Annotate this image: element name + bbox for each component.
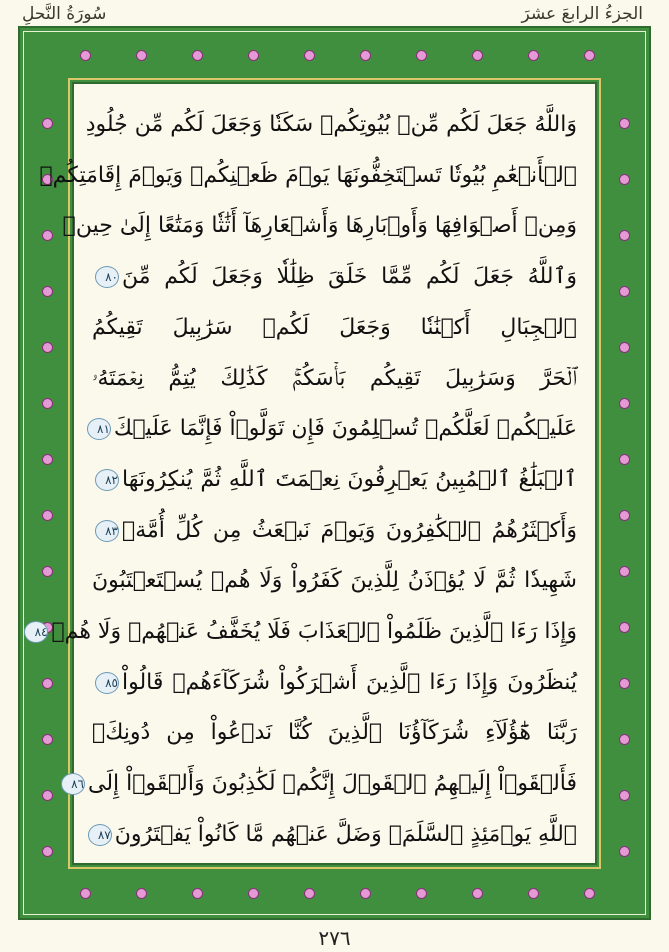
juz-header: الجزءُ الرابعَ عشرَ bbox=[521, 4, 643, 24]
verse-line bbox=[92, 815, 577, 855]
border-flower-ornament bbox=[42, 118, 53, 129]
border-flower-ornament bbox=[42, 510, 53, 521]
border-flower-ornament bbox=[619, 230, 630, 241]
border-flower-ornament bbox=[360, 888, 371, 899]
verse-text: شَهِيدٗا ثُمَّ لَا يُؤۡذَنُ لِلَّذِينَ كَفَرُواْ وَلَا هُمۡ يُسۡتَعۡتَبُونَ bbox=[92, 568, 577, 594]
border-flower-ornament bbox=[304, 888, 315, 899]
verse-text: وَأَكۡثَرُهُمُ ٱلۡكَٰفِرُونَ وَيَوۡمَ نَبۡعَثُ مِن كُلِّ أُمَّةٖ bbox=[122, 517, 577, 543]
verse-line bbox=[92, 257, 577, 297]
border-flower-ornament bbox=[619, 398, 630, 409]
border-flower-ornament bbox=[619, 286, 630, 297]
verse-text: يُنظَرُونَ وَإِذَا رَءَا ٱلَّذِينَ أَشۡرَكُواْ شُرَكَآءَهُمۡ قَالُواْ bbox=[122, 669, 577, 695]
verse-text: وَاللَّهُ جَعَلَ لَكُم مِّنۢ بُيُوتِكُمۡ سَكَنٗا وَجَعَلَ لَكُم مِّن جُلُودِ bbox=[85, 112, 577, 137]
border-flower-ornament bbox=[619, 510, 630, 521]
verse-text: وَإِذَا رَءَا ٱلَّذِينَ ظَلَمُواْ ٱلۡعَذَابَ فَلَا يُخَفَّفُ عَنۡهُمۡ وَلَا هُمۡ bbox=[51, 619, 577, 644]
ayah-number-marker: ٨٥ bbox=[95, 672, 119, 694]
surah-header: سُورَةُ النَّحلِ bbox=[22, 4, 107, 24]
border-flower-ornament bbox=[192, 50, 203, 61]
border-flower-ornament bbox=[42, 230, 53, 241]
ayah-number-marker: ٨٢ bbox=[95, 469, 119, 491]
verse-line bbox=[92, 561, 577, 601]
verse-text: ٱلۡأَنۡعَٰمِ بُيُوتٗا تَسۡتَخِفُّونَهَا يَوۡمَ ظَعۡنِكُمۡ وَيَوۡمَ إِقَامَتِكُمۡ bbox=[39, 162, 577, 188]
verse-line bbox=[92, 713, 577, 753]
border-flower-ornament bbox=[42, 734, 53, 745]
verse-line bbox=[92, 308, 577, 348]
verse-line bbox=[62, 206, 577, 246]
border-flower-ornament bbox=[42, 342, 53, 353]
verse-line bbox=[92, 409, 577, 449]
border-flower-ornament bbox=[192, 888, 203, 899]
border-flower-ornament bbox=[42, 678, 53, 689]
border-flower-ornament bbox=[619, 678, 630, 689]
border-flower-ornament bbox=[619, 342, 630, 353]
ayah-number-marker: ٨٠ bbox=[95, 266, 119, 288]
border-flower-ornament bbox=[528, 50, 539, 61]
border-flower-ornament bbox=[248, 50, 259, 61]
verse-line bbox=[71, 764, 577, 804]
border-flower-ornament bbox=[136, 50, 147, 61]
border-flower-ornament bbox=[619, 622, 630, 633]
border-flower-ornament bbox=[472, 50, 483, 61]
border-flower-ornament bbox=[80, 50, 91, 61]
verse-text: ٱللَّهِ يَوۡمَئِذٍ ٱلسَّلَمَۖ وَضَلَّ عَنۡهُم مَّا كَانُواْ يَفۡتَرُونَ bbox=[114, 821, 577, 847]
ayah-number-marker: ٨٦ bbox=[61, 773, 85, 795]
border-flower-ornament bbox=[42, 454, 53, 465]
border-flower-ornament bbox=[42, 286, 53, 297]
border-flower-ornament bbox=[304, 50, 315, 61]
border-flower-ornament bbox=[584, 888, 595, 899]
ayah-number-marker: ٨٣ bbox=[95, 520, 119, 542]
verse-line bbox=[92, 511, 577, 551]
verse-text: عَلَيۡكُمۡ لَعَلَّكُمۡ تُسۡلِمُونَ فَإِن تَوَلَّوۡاْ فَإِنَّمَا عَلَيۡكَ bbox=[113, 416, 577, 442]
verse-line bbox=[39, 156, 577, 196]
ayah-number-marker: ٨٤ bbox=[24, 621, 48, 643]
verse-line bbox=[85, 105, 577, 145]
border-flower-ornament bbox=[619, 734, 630, 745]
border-flower-ornament bbox=[619, 846, 630, 857]
border-flower-ornament bbox=[528, 888, 539, 899]
border-flower-ornament bbox=[619, 118, 630, 129]
verse-text: ٱلۡحَرَّ وَسَرَٰبِيلَ تَقِيكُم بَأۡسَكُمۡۚ كَذَٰلِكَ يُتِمُّ نِعۡمَتَهُۥ bbox=[92, 365, 577, 391]
border-flower-ornament bbox=[472, 888, 483, 899]
verse-text: ٱلۡبَلَٰغُ ٱلۡمُبِينُ يَعۡرِفُونَ نِعۡمَتَ ٱللَّهِ ثُمَّ يُنكِرُونَهَا bbox=[122, 466, 577, 492]
verse-text: رَبَّنَا هَٰٓؤُلَآءِ شُرَكَآؤُنَا ٱلَّذِينَ كُنَّا نَدۡعُواْ مِن دُونِكَۖ bbox=[92, 720, 577, 746]
ayah-number-marker: ٨١ bbox=[87, 418, 111, 440]
verse-text: فَأَلۡقَوۡاْ إِلَيۡهِمُ ٱلۡقَوۡلَ إِنَّكُمۡ لَكَٰذِبُونَ وَأَلۡقَوۡاْ إِلَى bbox=[88, 771, 577, 797]
border-flower-ornament bbox=[619, 174, 630, 185]
verse-line bbox=[34, 612, 577, 652]
verse-line bbox=[92, 663, 577, 703]
border-flower-ornament bbox=[42, 566, 53, 577]
verse-text: ٱلۡجِبَالِ أَكۡنَٰنٗا وَجَعَلَ لَكُمۡ سَرَٰبِيلَ تَقِيكُمُ bbox=[92, 314, 577, 340]
verse-line bbox=[92, 359, 577, 399]
border-flower-ornament bbox=[416, 888, 427, 899]
verse-line bbox=[92, 460, 577, 500]
verse-text: وَمِنۡ أَصۡوَافِهَا وَأَوۡبَارِهَا وَأَشۡعَارِهَآ أَثَٰثٗا وَمَتَٰعًا إِلَىٰ حِينٖ bbox=[62, 213, 577, 239]
border-flower-ornament bbox=[248, 888, 259, 899]
page-number: ٢٧٦ bbox=[318, 926, 351, 950]
border-flower-ornament bbox=[136, 888, 147, 899]
verse-text: وَٱللَّهُ جَعَلَ لَكُم مِّمَّا خَلَقَ ظِلَٰلٗا وَجَعَلَ لَكُم مِّنَ bbox=[122, 264, 577, 290]
border-flower-ornament bbox=[42, 846, 53, 857]
border-flower-ornament bbox=[42, 398, 53, 409]
border-flower-ornament bbox=[619, 790, 630, 801]
border-flower-ornament bbox=[619, 454, 630, 465]
ayah-number-marker: ٨٧ bbox=[88, 824, 112, 846]
border-flower-ornament bbox=[416, 50, 427, 61]
border-flower-ornament bbox=[619, 566, 630, 577]
border-flower-ornament bbox=[42, 790, 53, 801]
border-flower-ornament bbox=[80, 888, 91, 899]
border-flower-ornament bbox=[584, 50, 595, 61]
border-flower-ornament bbox=[360, 50, 371, 61]
